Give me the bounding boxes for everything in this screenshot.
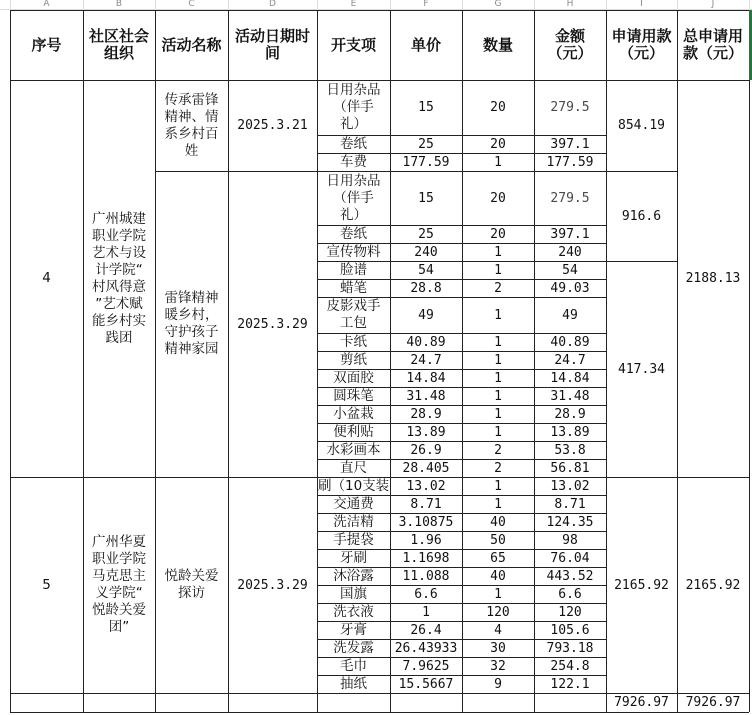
amount-cell[interactable]: 8.71 <box>554 496 586 512</box>
quantity-cell[interactable]: 30 <box>490 640 506 656</box>
column-border <box>606 477 607 693</box>
column-border <box>317 477 318 693</box>
column-border <box>462 693 463 712</box>
column-border <box>83 693 84 712</box>
quantity-cell[interactable]: 1 <box>494 496 502 512</box>
totals-bottom-border <box>10 712 749 713</box>
unit-price-cell[interactable]: 240 <box>414 244 438 260</box>
column-letter-g[interactable]: G <box>494 0 502 8</box>
column-letter-a[interactable]: A <box>43 0 50 8</box>
header-column-border <box>83 10 84 80</box>
quantity-cell[interactable]: 1 <box>494 424 502 440</box>
header-column-border <box>534 10 535 80</box>
header-date[interactable]: 活动日期时 间 <box>234 27 310 62</box>
quantity-cell[interactable]: 20 <box>490 136 506 152</box>
column-border <box>390 80 391 477</box>
total-apply-cell[interactable]: 2188.13 <box>685 271 741 286</box>
column-letter-e[interactable]: E <box>350 0 357 8</box>
unit-price-cell[interactable]: 15 <box>418 190 434 206</box>
column-letter-j[interactable]: J <box>711 0 715 8</box>
unit-price-cell[interactable]: 1.96 <box>410 532 442 548</box>
unit-price-cell[interactable]: 28.405 <box>402 460 450 476</box>
column-border <box>534 80 535 477</box>
expense-item-cell[interactable]: 车费 <box>340 153 367 170</box>
column-letter-f[interactable]: F <box>423 0 429 8</box>
expense-item-cell[interactable]: 剪纸 <box>340 351 367 368</box>
unit-price-cell[interactable]: 26.9 <box>410 442 442 458</box>
quantity-cell[interactable]: 40 <box>490 514 506 530</box>
amount-cell[interactable]: 6.6 <box>558 586 582 602</box>
quantity-cell[interactable]: 9 <box>494 676 502 692</box>
grand-total-apply-cell[interactable]: 7926.97 <box>614 695 669 710</box>
expense-item-cell[interactable]: 日用杂品 （伴手 礼） <box>326 82 381 132</box>
header-unit-price[interactable]: 单价 <box>410 35 441 54</box>
column-border <box>534 693 535 712</box>
header-column-border <box>390 10 391 80</box>
expense-item-cell[interactable]: 水彩画本 <box>326 441 381 458</box>
unit-price-cell[interactable]: 15.5667 <box>398 676 454 692</box>
amount-cell[interactable]: 28.9 <box>554 406 586 422</box>
header-column-border <box>606 10 607 80</box>
expense-item-cell[interactable]: 洗发露 <box>333 639 374 656</box>
expense-item-cell[interactable]: 抽纸 <box>340 675 367 692</box>
header-amount[interactable]: 金额 （元） <box>547 27 593 62</box>
column-border <box>10 693 11 712</box>
header-total-apply[interactable]: 总申请用 款（元） <box>682 27 743 62</box>
expense-item-cell[interactable]: 毛巾 <box>340 657 367 674</box>
unit-price-cell[interactable]: 14.84 <box>406 370 446 386</box>
header-column-border <box>677 10 678 80</box>
column-border <box>228 477 229 693</box>
expense-item-cell[interactable]: 圆珠笔 <box>333 387 374 404</box>
amount-cell[interactable]: 793.18 <box>546 640 594 656</box>
unit-price-cell[interactable]: 1 <box>422 604 430 620</box>
seq-cell[interactable]: 4 <box>42 270 51 286</box>
quantity-cell[interactable]: 50 <box>490 532 506 548</box>
column-border <box>228 80 229 477</box>
unit-price-cell[interactable]: 7.9625 <box>402 658 450 674</box>
amount-cell[interactable]: 53.8 <box>554 442 586 458</box>
unit-price-cell[interactable]: 49 <box>418 307 434 323</box>
column-border <box>462 477 463 693</box>
expense-item-cell[interactable]: 直尺 <box>340 459 367 476</box>
expense-item-cell[interactable]: 牙膏 <box>340 621 367 638</box>
expense-item-cell[interactable]: 宣传物料 <box>326 243 381 260</box>
quantity-cell[interactable]: 65 <box>490 550 506 566</box>
amount-cell[interactable]: 14.84 <box>550 370 590 386</box>
amount-cell[interactable]: 56.81 <box>550 460 590 476</box>
column-letter-h[interactable]: H <box>566 0 574 8</box>
amount-cell[interactable]: 397.1 <box>550 226 590 242</box>
quantity-cell[interactable]: 2 <box>494 280 502 296</box>
column-border <box>534 477 535 693</box>
column-border <box>155 477 156 693</box>
unit-price-cell[interactable]: 25 <box>418 136 434 152</box>
apply-amount-cell[interactable]: 417.34 <box>618 361 665 377</box>
column-border <box>749 477 750 693</box>
header-apply[interactable]: 申请用款 （元） <box>611 27 672 62</box>
expense-item-cell[interactable]: 小盆栽 <box>333 405 374 422</box>
unit-price-cell[interactable]: 1.1698 <box>402 550 450 566</box>
expense-item-cell[interactable]: 双面胶 <box>333 369 374 386</box>
unit-price-cell[interactable]: 15 <box>418 100 434 115</box>
amount-cell[interactable]: 40.89 <box>550 334 590 350</box>
activity-date-cell[interactable]: 2025.3.29 <box>237 577 308 593</box>
header-column-border <box>228 10 229 80</box>
column-border <box>317 693 318 712</box>
header-activity[interactable]: 活动名称 <box>161 35 222 54</box>
amount-cell[interactable]: 49 <box>562 307 578 323</box>
column-border <box>228 693 229 712</box>
quantity-cell[interactable]: 1 <box>494 352 502 368</box>
quantity-cell[interactable]: 1 <box>494 154 502 170</box>
apply-amount-cell[interactable]: 916.6 <box>621 208 662 224</box>
expense-item-cell[interactable]: 日用杂品 （伴手 礼） <box>326 172 381 223</box>
amount-cell[interactable]: 54 <box>562 262 578 278</box>
unit-price-cell[interactable]: 3.10875 <box>398 514 454 530</box>
expense-item-cell[interactable]: 脸谱 <box>340 261 367 278</box>
expense-item-cell[interactable]: 卷纸 <box>340 225 367 242</box>
grand-total-cell[interactable]: 7926.97 <box>685 695 741 710</box>
column-border <box>83 477 84 693</box>
column-border <box>155 80 156 477</box>
activity-date-cell[interactable]: 2025.3.29 <box>237 316 308 332</box>
unit-price-cell[interactable]: 6.6 <box>414 586 438 602</box>
expense-item-cell[interactable]: 手提袋 <box>333 531 374 548</box>
header-expense[interactable]: 开支项 <box>330 35 376 54</box>
organization-cell[interactable]: 广州华夏 职业学院 马克思主 义学院“ 悦龄关爱 团” <box>92 534 146 635</box>
column-border <box>462 80 463 477</box>
amount-cell[interactable]: 13.89 <box>550 424 590 440</box>
quantity-cell[interactable]: 20 <box>490 100 506 115</box>
column-border <box>317 80 318 477</box>
quantity-cell[interactable]: 1 <box>494 262 502 278</box>
expense-item-cell[interactable]: 刷（10支装 <box>318 477 390 494</box>
amount-cell[interactable]: 13.02 <box>550 478 590 494</box>
column-border <box>10 477 11 693</box>
apply-amount-cell[interactable]: 854.19 <box>618 118 665 133</box>
amount-cell[interactable]: 76.04 <box>550 550 590 566</box>
amount-cell[interactable]: 122.1 <box>550 676 590 692</box>
column-border <box>390 477 391 693</box>
amount-cell[interactable]: 124.35 <box>546 514 594 530</box>
quantity-cell[interactable]: 1 <box>494 478 502 494</box>
header-column-border <box>10 10 11 80</box>
header-quantity[interactable]: 数量 <box>482 35 513 54</box>
unit-price-cell[interactable]: 177.59 <box>402 154 450 170</box>
expense-item-cell[interactable]: 蜡笔 <box>340 279 367 296</box>
quantity-cell[interactable]: 1 <box>494 244 502 260</box>
amount-cell[interactable]: 443.52 <box>546 568 594 584</box>
quantity-cell[interactable]: 1 <box>494 406 502 422</box>
amount-cell[interactable]: 31.48 <box>550 388 590 404</box>
amount-cell[interactable]: 254.8 <box>550 658 590 674</box>
column-border <box>155 693 156 712</box>
amount-cell[interactable]: 105.6 <box>550 622 590 638</box>
unit-price-cell[interactable]: 26.43933 <box>394 640 458 656</box>
activity-name-cell[interactable]: 雷锋精神 暖乡村， 守护孩子 精神家园 <box>164 290 219 357</box>
activity-name-cell[interactable]: 传承雷锋 精神、情 系乡村百 姓 <box>164 91 219 159</box>
unit-price-cell[interactable]: 54 <box>418 262 434 278</box>
column-letter-c[interactable]: C <box>188 0 195 8</box>
quantity-cell[interactable]: 1 <box>494 388 502 404</box>
quantity-cell[interactable]: 4 <box>494 622 502 638</box>
header-column-border <box>462 10 463 80</box>
expense-item-cell[interactable]: 卡纸 <box>340 333 367 350</box>
unit-price-cell[interactable]: 8.71 <box>410 496 442 512</box>
unit-price-cell[interactable]: 31.48 <box>406 388 446 404</box>
amount-cell[interactable]: 279.5 <box>550 100 590 115</box>
quantity-cell[interactable]: 20 <box>490 190 506 206</box>
column-border <box>749 80 750 477</box>
header-seq[interactable]: 序号 <box>31 35 62 54</box>
amount-cell[interactable]: 49.03 <box>550 280 590 296</box>
expense-item-cell[interactable]: 皮影戏手 工包 <box>326 298 381 331</box>
expense-item-cell[interactable]: 国旗 <box>340 585 367 602</box>
unit-price-cell[interactable]: 24.7 <box>410 352 442 368</box>
expense-item-cell[interactable]: 洗洁精 <box>333 513 374 530</box>
quantity-cell[interactable]: 32 <box>490 658 506 674</box>
amount-cell[interactable]: 24.7 <box>554 352 586 368</box>
expense-item-cell[interactable]: 便利贴 <box>333 423 374 440</box>
expense-item-cell[interactable]: 沐浴露 <box>333 567 374 584</box>
column-letter-d[interactable]: D <box>269 0 276 8</box>
unit-price-cell[interactable]: 40.89 <box>406 334 446 350</box>
header-org[interactable]: 社区社会 组织 <box>88 27 149 62</box>
quantity-cell[interactable]: 1 <box>494 586 502 602</box>
column-letter-b[interactable]: B <box>115 0 123 8</box>
quantity-cell[interactable]: 1 <box>494 370 502 386</box>
unit-price-cell[interactable]: 28.8 <box>410 280 442 296</box>
quantity-cell[interactable]: 120 <box>486 604 510 620</box>
expense-item-cell[interactable]: 牙刷 <box>340 549 367 566</box>
column-border <box>10 80 11 477</box>
unit-price-cell[interactable]: 11.088 <box>402 568 450 584</box>
column-border <box>749 693 750 712</box>
unit-price-cell[interactable]: 13.02 <box>406 478 446 494</box>
column-border <box>677 477 678 693</box>
header-column-border <box>317 10 318 80</box>
organization-cell[interactable]: 广州城建 职业学院 艺术与设 计学院“ 村风得意 ”艺术赋 能乡村实 践团 <box>92 210 146 346</box>
amount-cell[interactable]: 240 <box>558 244 582 260</box>
expense-item-cell[interactable]: 卷纸 <box>340 135 367 152</box>
quantity-cell[interactable]: 1 <box>494 307 502 323</box>
header-column-border <box>155 10 156 80</box>
unit-price-cell[interactable]: 26.4 <box>410 622 442 638</box>
quantity-cell[interactable]: 1 <box>494 334 502 350</box>
column-border <box>606 693 607 712</box>
quantity-cell[interactable]: 2 <box>494 442 502 458</box>
unit-price-cell[interactable]: 28.9 <box>410 406 442 422</box>
activity-name-cell[interactable]: 悦龄关爱 探访 <box>164 568 219 601</box>
expense-item-cell[interactable]: 交通费 <box>333 495 374 512</box>
column-border <box>390 693 391 712</box>
quantity-cell[interactable]: 20 <box>490 226 506 242</box>
column-border <box>677 693 678 712</box>
total-apply-cell[interactable]: 2165.92 <box>685 577 741 593</box>
amount-cell[interactable]: 279.5 <box>550 190 590 206</box>
column-border <box>606 80 607 477</box>
header-top-border <box>10 10 749 11</box>
quantity-cell[interactable]: 2 <box>494 460 502 476</box>
column-border <box>83 80 84 477</box>
unit-price-cell[interactable]: 25 <box>418 226 434 242</box>
activity-date-cell[interactable]: 2025.3.21 <box>237 118 308 133</box>
quantity-cell[interactable]: 40 <box>490 568 506 584</box>
expense-item-cell[interactable]: 洗衣液 <box>333 603 374 620</box>
unit-price-cell[interactable]: 13.89 <box>406 424 446 440</box>
amount-cell[interactable]: 397.1 <box>550 136 590 152</box>
apply-amount-cell[interactable]: 2165.92 <box>614 577 669 593</box>
amount-cell[interactable]: 177.59 <box>546 154 594 170</box>
amount-cell[interactable]: 120 <box>558 604 582 620</box>
seq-cell[interactable]: 5 <box>42 576 51 593</box>
amount-cell[interactable]: 98 <box>562 532 578 548</box>
column-letter-i[interactable]: I <box>640 0 643 8</box>
column-border <box>677 80 678 477</box>
